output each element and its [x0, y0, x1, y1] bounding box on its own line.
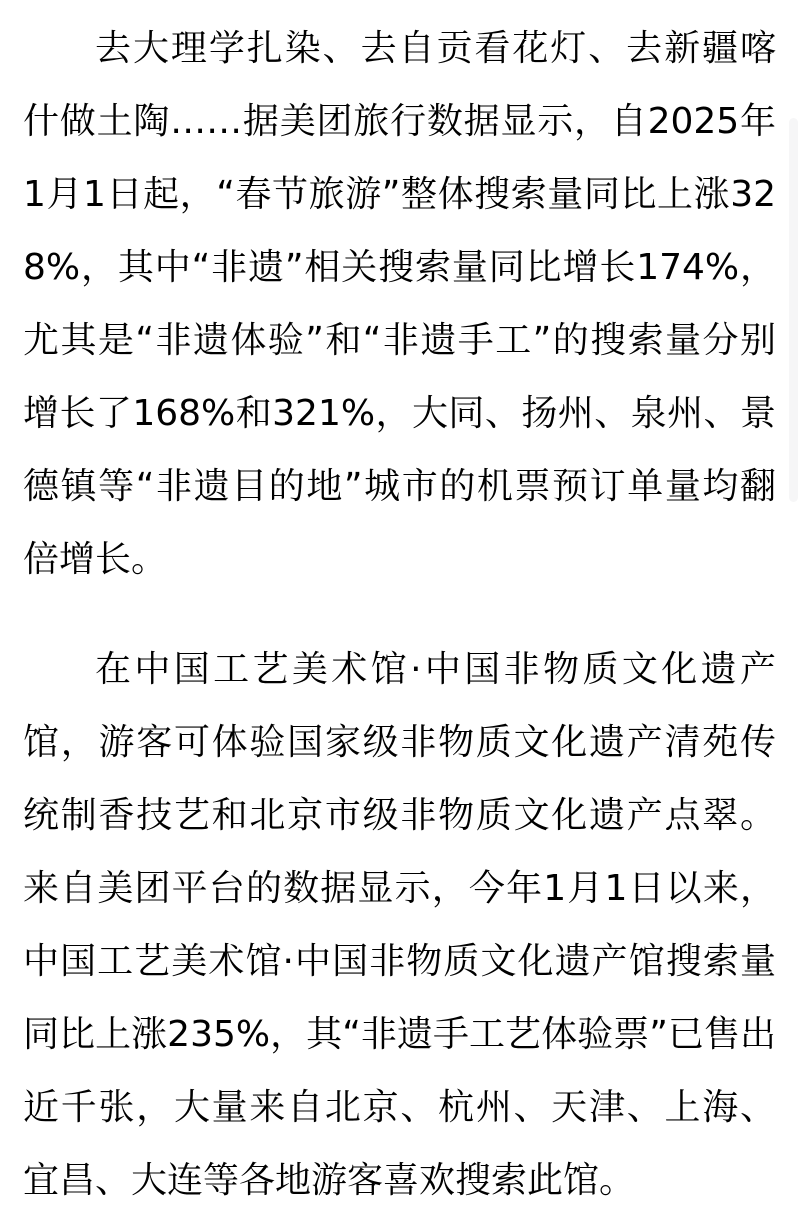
- paragraph-spring-festival-travel-data: 去大理学扎染、去自贡看花灯、去新疆喀什做土陶……据美团旅行数据显示，自2025年1月1日起，“春节旅游”整体搜索量同比上涨328%，其中“非遗”相关搜索量同比增长174%，尤其是“非遗体验”和“非遗手工”的搜索量分别增长了168%和321%，大同、扬州、泉州、景德镇等“非遗目的地”城市的机票预订单量均翻倍增长。: [23, 28, 776, 580]
- scrollbar[interactable]: [789, 118, 798, 502]
- paragraph-craft-museum-data: 在中国工艺美术馆·中国非物质文化遗产馆，游客可体验国家级非物质文化遗产清苑传统制香技艺和北京市级非物质文化遗产点翠。来自美团平台的数据显示，今年1月1日以来，中国工艺美术馆·中国非物质文化遗产馆搜索量同比上涨235%，其“非遗手工艺体验票”已售出近千张，大量来自北京、杭州、天津、上海、宜昌、大连等各地游客喜欢搜索此馆。: [23, 649, 776, 1201]
